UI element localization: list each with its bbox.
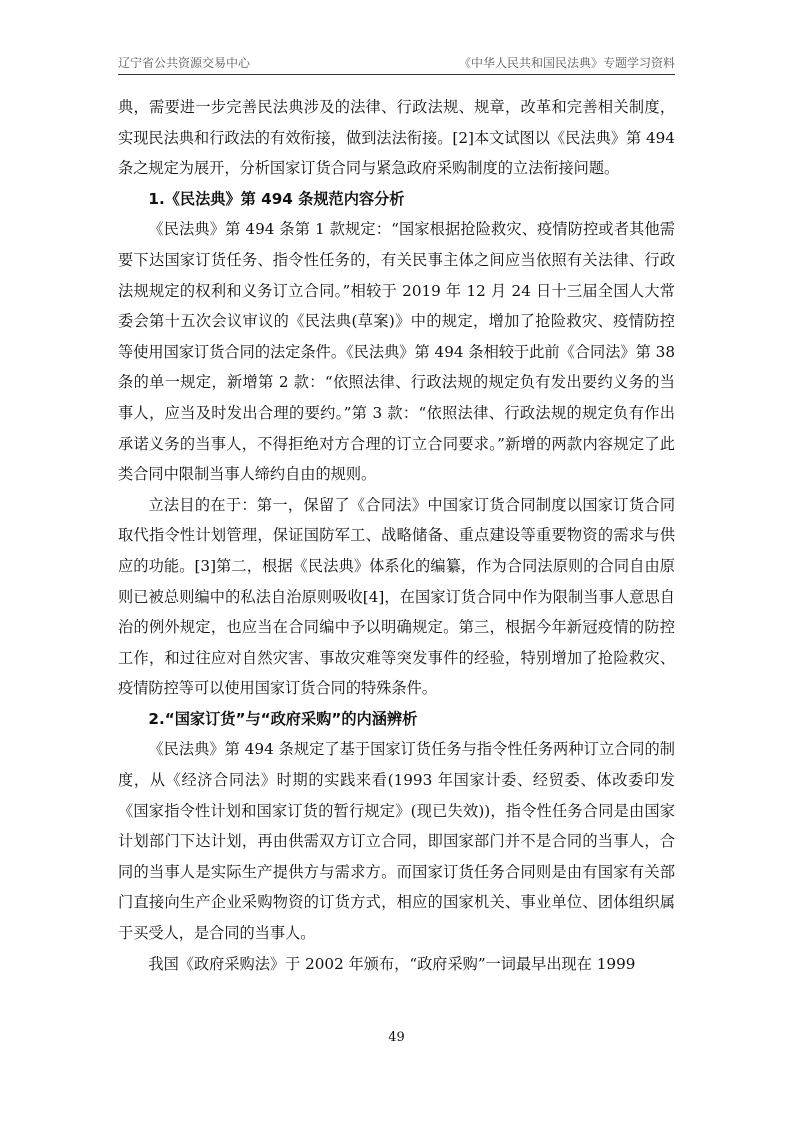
section-heading-2: 2.“国家订货”与“政府采购”的内涵辨析 [148,709,418,728]
paragraph-2: 立法目的在于：第一，保留了《合同法》中国家订货合同制度以国家订货合同取代指令性计划管理，保证国防军工、战略储备、重点建设等重要物资的需求与供应的功能。[3]第二，根据《民法典》体系化的编纂，作为合同法原则的合同自由原则已被总则编中的私法自治原则吸收[4]，在国家订货合同中作为限制当事人意思自治的例外规定，也应当在合同编中予以明确规定。第三，根据今年新冠疫情的防控工作，和过往应对自然灾害、事故灾难等突发事件的经验，特别增加了抢险救灾、疫情防控等可以使用国家订货合同的特殊条件。 [118,495,675,698]
header-document-title: 《中华人民共和国民法典》专题学习资料 [458,56,675,70]
paragraph-1: 《民法典》第 494 条第 1 款规定：“国家根据抢险救灾、疫情防控或者其他需要下达国家订货任务、指令性任务的，有关民事主体之间应当依照有关法律、行政法规规定的权利和义务订立合同。”相较于 2019 年 12 月 24 日十三届全国人大常委会第十五次会议审议的《民法典(草案)》中的规定，增加了抢险救灾、疫情防控等使用国家订货合同的法定条件。《民法典》第 494 条相较于此前《合同法》第 38 条的单一规定，新增第 2 款：“依照法律、行政法规的规定负有发出要约义务的当事人，应当及时发出合理的要约。”第 3 款：“依照法律、行政法规的规定负有作出承诺义务的当事人，不得拒绝对方合理的订立合同要求。”新增的两款内容规定了此类合同中限制当事人缔约自由的规则。 [118,220,675,484]
page-header [118,52,675,75]
paragraph-intro: 典，需要进一步完善民法典涉及的法律、行政法规、规章，改革和完善相关制度，实现民法典和行政法的有效衔接，做到法法衔接。[2]本文试图以《民法典》第 494 条之规定为展开，分析国家订货合同与紧急政府采购制度的立法衔接问题。 [118,98,675,178]
section-heading-1: 1.《民法典》第 494 条规范内容分析 [148,189,405,208]
paragraph-4: 我国《政府采购法》于 2002 年颁布，“政府采购”一词最早出现在 1999 [148,954,636,973]
page-number: 49 [388,1030,405,1045]
header-organization: 辽宁省公共资源交易中心 [118,56,251,70]
paragraph-3: 《民法典》第 494 条规定了基于国家订货任务与指令性任务两种订立合同的制度，从《经济合同法》时期的实践来看(1993 年国家计委、经贸委、体改委印发《国家指令性计划和国家订货的暂行规定》(现已失效))，指令性任务合同是由国家计划部门下达计划，再由供需双方订立合同，即国家部门并不是合同的当事人，合同的当事人是实际生产提供方与需求方。而国家订货任务合同则是由有国家有关部门直接向生产企业采购物资的订货方式，相应的国家机关、事业单位、团体组织属于买受人，是合同的当事人。 [118,740,675,943]
document-body [118,92,675,979]
